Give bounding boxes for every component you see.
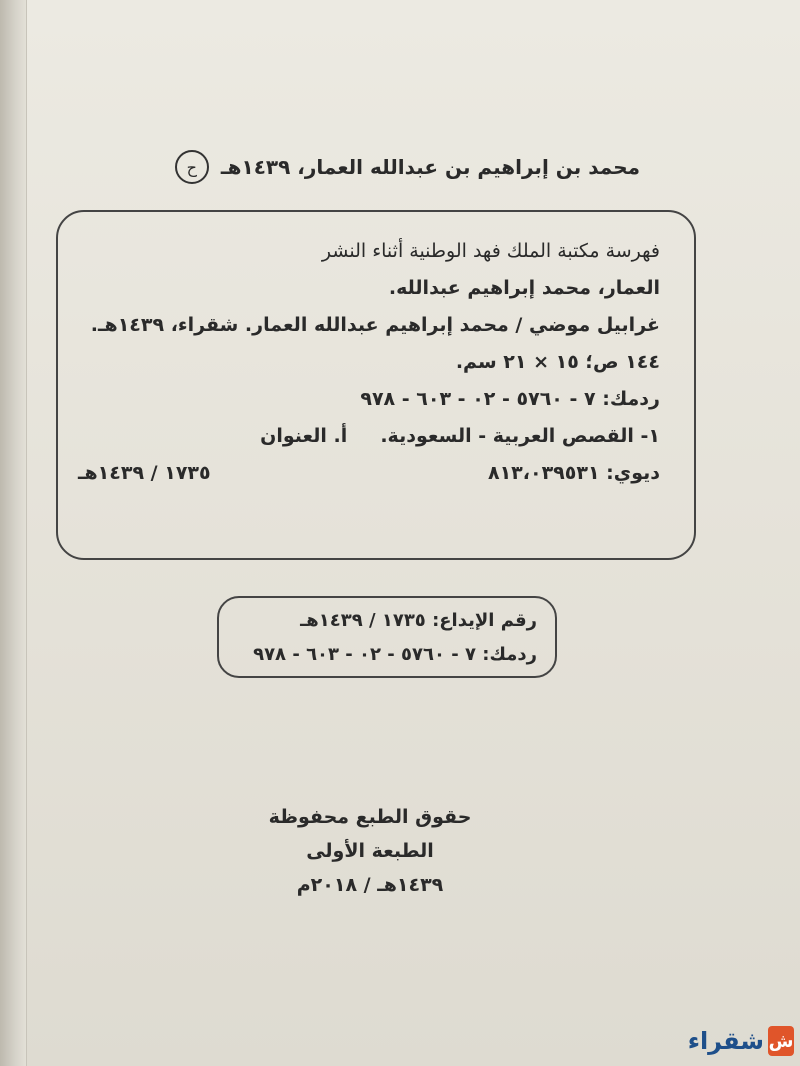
copyright-symbol: ح bbox=[175, 150, 209, 184]
book-spine bbox=[0, 0, 27, 1066]
cip-dewey-row bbox=[78, 456, 660, 490]
rights-block bbox=[250, 800, 490, 902]
deposit-box bbox=[217, 596, 557, 678]
edition-year: ١٤٣٩هـ / ٢٠١٨م bbox=[296, 874, 444, 896]
cip-dewey: ديوي: ٨١٣،٠٣٩٥٣١ bbox=[487, 462, 660, 484]
cip-isbn: ردمك: ٧ - ٥٧٦٠ - ٠٢ - ٦٠٣ - ٩٧٨ bbox=[360, 388, 660, 410]
cip-record-box bbox=[56, 210, 696, 560]
rights-reserved: حقوق الطبع محفوظة bbox=[268, 806, 472, 828]
edition: الطبعة الأولى bbox=[306, 840, 434, 862]
copyright-line-text: محمد بن إبراهيم بن عبدالله العمار، ١٤٣٩هـ bbox=[220, 155, 640, 179]
cip-subjects bbox=[78, 419, 660, 453]
cip-header: فهرسة مكتبة الملك فهد الوطنية أثناء النشر bbox=[321, 240, 660, 262]
deposit-number: رقم الإيداع: ١٧٣٥ / ١٤٣٩هـ bbox=[300, 610, 537, 631]
logo-text: شقراء bbox=[687, 1027, 764, 1055]
watermark-logo bbox=[688, 1026, 794, 1056]
cip-title-entry: أ. العنوان bbox=[260, 425, 348, 447]
logo-mark-icon: ش bbox=[768, 1026, 794, 1056]
cip-physical: ١٤٤ ص؛ ١٥ × ٢١ سم. bbox=[455, 351, 660, 373]
deposit-isbn: ردمك: ٧ - ٥٧٦٠ - ٠٢ - ٦٠٣ - ٩٧٨ bbox=[253, 644, 537, 665]
cip-author: العمار، محمد إبراهيم عبدالله. bbox=[388, 277, 660, 299]
cip-subject: ١- القصص العربية - السعودية. bbox=[380, 425, 660, 447]
cip-title-line: غرابيل موضي / محمد إبراهيم عبدالله العمار. شقراء، ١٤٣٩هـ. bbox=[90, 314, 660, 336]
cip-deposit: ١٧٣٥ / ١٤٣٩هـ bbox=[78, 462, 211, 484]
copyright-line bbox=[160, 150, 640, 184]
